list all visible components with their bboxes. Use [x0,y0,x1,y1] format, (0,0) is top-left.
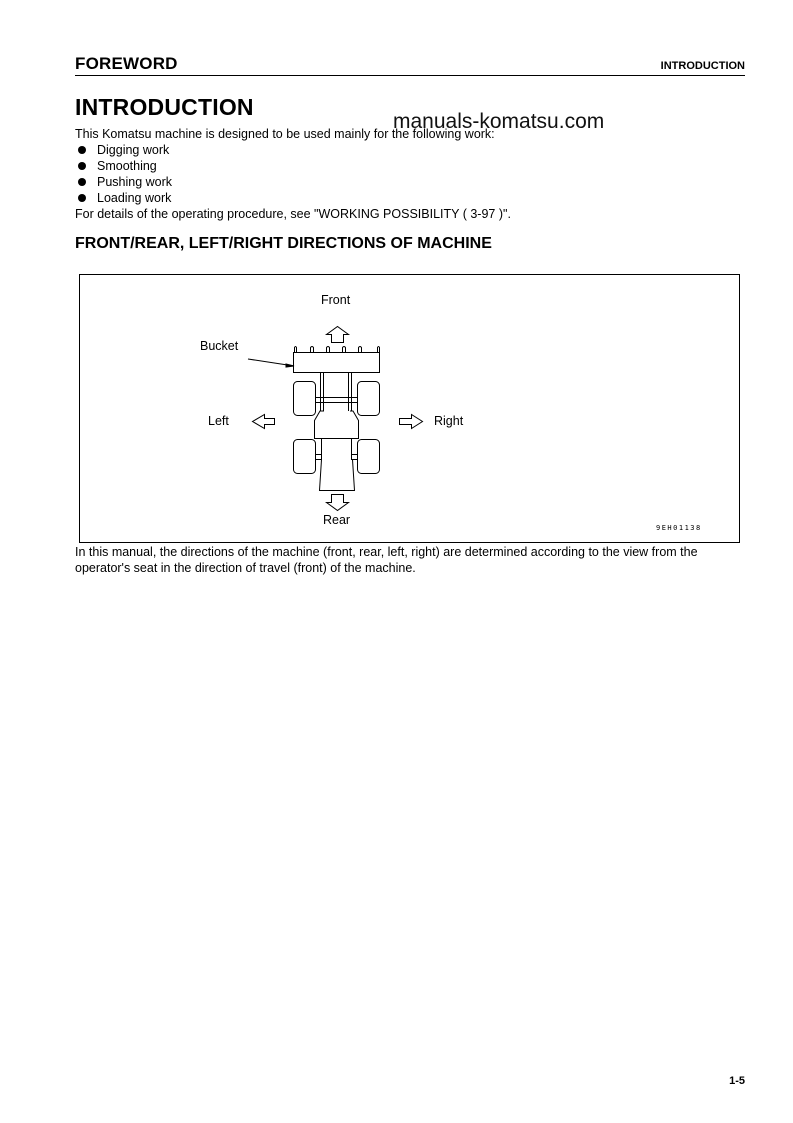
work-list [75,142,172,206]
page-title: INTRODUCTION [75,94,254,120]
bullet-icon [78,194,86,202]
intro-lead: This Komatsu machine is designed to be used mainly for the following work: [75,127,495,141]
figure-code: 9EH01138 [656,524,702,532]
bucket-teeth [295,347,380,353]
wheel-loader-diagram [80,275,738,541]
arrow-right-icon [400,415,423,429]
directions-figure [79,274,740,543]
arrow-down-icon [327,495,349,511]
list-item [75,142,172,158]
rear-left-wheel [294,440,316,474]
label-bucket: Bucket [200,339,239,353]
details-reference: For details of the operating procedure, see "WORKING POSSIBILITY ( 3-97 )". [75,207,511,221]
list-item-label: Loading work [97,191,172,205]
watermark: manuals-komatsu.com [393,110,605,133]
list-item [75,158,172,174]
front-left-wheel [294,382,316,416]
section-heading: FRONT/REAR, LEFT/RIGHT DIRECTIONS OF MACHINE [75,235,492,252]
bullet-icon [78,162,86,170]
page-number: 1-5 [729,1075,745,1087]
arrow-left-icon [253,415,275,429]
bullet-icon [78,146,86,154]
rear-right-wheel [358,440,380,474]
arrow-up-icon [327,327,349,343]
bullet-icon [78,178,86,186]
header-section-title: FOREWORD [75,54,178,73]
list-item-label: Pushing work [97,175,173,189]
header-chapter-title: INTRODUCTION [660,60,745,72]
list-item [75,174,172,190]
label-front: Front [321,293,351,307]
list-item-label: Digging work [97,143,170,157]
label-left: Left [208,414,229,428]
label-right: Right [434,414,464,428]
list-item [75,190,172,206]
label-rear: Rear [323,513,351,527]
bucket [294,353,380,373]
list-item-label: Smoothing [97,159,157,173]
front-right-wheel [358,382,380,416]
directions-paragraph: In this manual, the directions of the machine (front, rear, left, right) are determined according to the view from the operator's seat in the direction of travel (front) of the machine. [75,545,698,575]
header-rule [75,75,745,76]
